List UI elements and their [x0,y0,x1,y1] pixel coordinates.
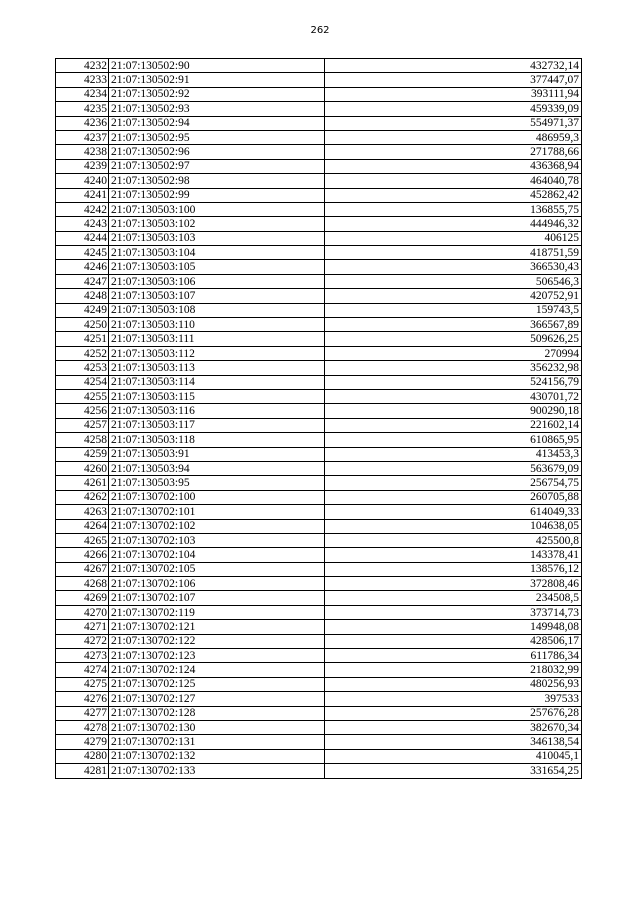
cadastral-value-cell: 366567,89 [325,318,582,332]
row-number-cell: 4249 [56,303,109,317]
cadastral-number-cell: 21:07:130503:102 [109,217,325,231]
cadastral-number-cell: 21:07:130503:94 [109,461,325,475]
cadastral-number-cell: 21:07:130503:100 [109,202,325,216]
cadastral-value-cell: 900290,18 [325,404,582,418]
table-row [56,246,582,260]
cadastral-number-cell: 21:07:130702:101 [109,505,325,519]
cadastral-number-cell: 21:07:130702:107 [109,591,325,605]
table-row [56,289,582,303]
table-row [56,303,582,317]
table-row [56,274,582,288]
cadastral-number-cell: 21:07:130503:108 [109,303,325,317]
cadastral-value-cell: 459339,09 [325,102,582,116]
row-number-cell: 4271 [56,620,109,634]
cadastral-number-cell: 21:07:130702:102 [109,519,325,533]
cadastral-value-cell: 104638,05 [325,519,582,533]
cadastral-number-cell: 21:07:130503:116 [109,404,325,418]
table-row [56,634,582,648]
cadastral-value-cell: 486959,3 [325,130,582,144]
table-row [56,87,582,101]
row-number-cell: 4245 [56,246,109,260]
row-number-cell: 4273 [56,649,109,663]
row-number-cell: 4278 [56,720,109,734]
table-row [56,749,582,763]
row-number-cell: 4244 [56,231,109,245]
row-number-cell: 4247 [56,274,109,288]
cadastral-value-cell: 393111,94 [325,87,582,101]
row-number-cell: 4269 [56,591,109,605]
table-row [56,677,582,691]
table-row [56,73,582,87]
cadastral-value-cell: 452862,42 [325,188,582,202]
row-number-cell: 4236 [56,116,109,130]
cadastral-number-cell: 21:07:130503:107 [109,289,325,303]
cadastral-number-cell: 21:07:130702:123 [109,649,325,663]
table-row [56,548,582,562]
cadastral-number-cell: 21:07:130702:100 [109,490,325,504]
cadastral-value-cell: 377447,07 [325,73,582,87]
cadastral-number-cell: 21:07:130702:130 [109,720,325,734]
table-row [56,663,582,677]
cadastral-number-cell: 21:07:130502:90 [109,59,325,73]
cadastral-value-cell: 413453,3 [325,447,582,461]
cadastral-number-cell: 21:07:130702:128 [109,706,325,720]
cadastral-value-cell: 149948,08 [325,620,582,634]
table-row [56,577,582,591]
row-number-cell: 4281 [56,764,109,778]
table-row [56,735,582,749]
table-row [56,605,582,619]
table-row [56,260,582,274]
cadastral-number-cell: 21:07:130503:105 [109,260,325,274]
row-number-cell: 4256 [56,404,109,418]
cadastral-number-cell: 21:07:130702:124 [109,663,325,677]
cadastral-value-cell: 425500,8 [325,533,582,547]
cadastral-value-cell: 218032,99 [325,663,582,677]
row-number-cell: 4255 [56,389,109,403]
table-row [56,332,582,346]
table-body [56,59,582,779]
row-number-cell: 4246 [56,260,109,274]
cadastral-value-cell: 382670,34 [325,720,582,734]
table-row [56,476,582,490]
cadastral-value-cell: 430701,72 [325,389,582,403]
cadastral-value-cell: 234508,5 [325,591,582,605]
cadastral-number-cell: 21:07:130702:106 [109,577,325,591]
cadastral-value-cell: 611786,34 [325,649,582,663]
cadastral-number-cell: 21:07:130503:115 [109,389,325,403]
cadastral-value-cell: 372808,46 [325,577,582,591]
cadastral-number-cell: 21:07:130702:127 [109,692,325,706]
table-row [56,375,582,389]
row-number-cell: 4254 [56,375,109,389]
cadastral-number-cell: 21:07:130502:91 [109,73,325,87]
row-number-cell: 4235 [56,102,109,116]
row-number-cell: 4241 [56,188,109,202]
row-number-cell: 4274 [56,663,109,677]
table-row [56,389,582,403]
cadastral-value-cell: 221602,14 [325,418,582,432]
cadastral-number-cell: 21:07:130502:97 [109,159,325,173]
row-number-cell: 4265 [56,533,109,547]
cadastral-number-cell: 21:07:130503:114 [109,375,325,389]
table-row [56,145,582,159]
row-number-cell: 4268 [56,577,109,591]
table-row [56,404,582,418]
cadastral-number-cell: 21:07:130502:98 [109,174,325,188]
cadastral-value-cell: 480256,93 [325,677,582,691]
row-number-cell: 4277 [56,706,109,720]
cadastral-value-cell: 506546,3 [325,274,582,288]
cadastral-number-cell: 21:07:130702:105 [109,562,325,576]
row-number-cell: 4267 [56,562,109,576]
table-row [56,346,582,360]
cadastral-value-cell: 256754,75 [325,476,582,490]
table-row [56,505,582,519]
table-row [56,116,582,130]
table-row [56,562,582,576]
row-number-cell: 4272 [56,634,109,648]
cadastral-table [55,58,582,779]
cadastral-value-cell: 432732,14 [325,59,582,73]
row-number-cell: 4237 [56,130,109,144]
table-row [56,59,582,73]
cadastral-value-cell: 356232,98 [325,361,582,375]
cadastral-number-cell: 21:07:130502:95 [109,130,325,144]
cadastral-number-cell: 21:07:130503:112 [109,346,325,360]
cadastral-value-cell: 260705,88 [325,490,582,504]
row-number-cell: 4259 [56,447,109,461]
cadastral-number-cell: 21:07:130702:121 [109,620,325,634]
row-number-cell: 4266 [56,548,109,562]
table-row [56,490,582,504]
row-number-cell: 4242 [56,202,109,216]
row-number-cell: 4251 [56,332,109,346]
table-row [56,159,582,173]
cadastral-number-cell: 21:07:130702:103 [109,533,325,547]
row-number-cell: 4275 [56,677,109,691]
page-number: 262 [310,25,330,36]
table-row [56,706,582,720]
cadastral-number-cell: 21:07:130503:110 [109,318,325,332]
row-number-cell: 4276 [56,692,109,706]
cadastral-value-cell: 614049,33 [325,505,582,519]
cadastral-value-cell: 554971,37 [325,116,582,130]
cadastral-number-cell: 21:07:130702:125 [109,677,325,691]
row-number-cell: 4239 [56,159,109,173]
cadastral-value-cell: 406125 [325,231,582,245]
cadastral-value-cell: 270994 [325,346,582,360]
table-row [56,433,582,447]
table-row [56,720,582,734]
row-number-cell: 4264 [56,519,109,533]
row-number-cell: 4258 [56,433,109,447]
cadastral-value-cell: 509626,25 [325,332,582,346]
cadastral-value-cell: 410045,1 [325,749,582,763]
cadastral-value-cell: 464040,78 [325,174,582,188]
table-row [56,174,582,188]
cadastral-value-cell: 610865,95 [325,433,582,447]
row-number-cell: 4257 [56,418,109,432]
row-number-cell: 4261 [56,476,109,490]
cadastral-value-cell: 366530,43 [325,260,582,274]
cadastral-number-cell: 21:07:130502:94 [109,116,325,130]
cadastral-number-cell: 21:07:130702:133 [109,764,325,778]
cadastral-value-cell: 143378,41 [325,548,582,562]
cadastral-value-cell: 373714,73 [325,605,582,619]
cadastral-value-cell: 418751,59 [325,246,582,260]
cadastral-value-cell: 271788,66 [325,145,582,159]
table-row [56,102,582,116]
row-number-cell: 4252 [56,346,109,360]
row-number-cell: 4248 [56,289,109,303]
cadastral-table-container [55,58,581,779]
cadastral-number-cell: 21:07:130503:111 [109,332,325,346]
table-row [56,649,582,663]
cadastral-value-cell: 136855,75 [325,202,582,216]
cadastral-value-cell: 331654,25 [325,764,582,778]
table-row [56,202,582,216]
cadastral-value-cell: 428506,17 [325,634,582,648]
cadastral-value-cell: 444946,32 [325,217,582,231]
cadastral-number-cell: 21:07:130503:106 [109,274,325,288]
row-number-cell: 4279 [56,735,109,749]
cadastral-number-cell: 21:07:130503:117 [109,418,325,432]
cadastral-value-cell: 420752,91 [325,289,582,303]
table-row [56,620,582,634]
table-row [56,188,582,202]
cadastral-number-cell: 21:07:130503:118 [109,433,325,447]
row-number-cell: 4263 [56,505,109,519]
row-number-cell: 4280 [56,749,109,763]
table-row [56,361,582,375]
cadastral-number-cell: 21:07:130503:113 [109,361,325,375]
row-number-cell: 4270 [56,605,109,619]
table-row [56,130,582,144]
row-number-cell: 4253 [56,361,109,375]
row-number-cell: 4260 [56,461,109,475]
cadastral-value-cell: 563679,09 [325,461,582,475]
cadastral-value-cell: 138576,12 [325,562,582,576]
table-row [56,692,582,706]
row-number-cell: 4250 [56,318,109,332]
cadastral-value-cell: 524156,79 [325,375,582,389]
row-number-cell: 4240 [56,174,109,188]
cadastral-number-cell: 21:07:130702:104 [109,548,325,562]
cadastral-value-cell: 257676,28 [325,706,582,720]
table-row [56,533,582,547]
row-number-cell: 4232 [56,59,109,73]
table-row [56,318,582,332]
cadastral-number-cell: 21:07:130502:99 [109,188,325,202]
table-row [56,447,582,461]
row-number-cell: 4233 [56,73,109,87]
cadastral-number-cell: 21:07:130702:131 [109,735,325,749]
cadastral-number-cell: 21:07:130503:95 [109,476,325,490]
cadastral-value-cell: 436368,94 [325,159,582,173]
row-number-cell: 4262 [56,490,109,504]
cadastral-number-cell: 21:07:130502:92 [109,87,325,101]
table-row [56,519,582,533]
cadastral-value-cell: 397533 [325,692,582,706]
row-number-cell: 4234 [56,87,109,101]
table-row [56,591,582,605]
cadastral-value-cell: 346138,54 [325,735,582,749]
table-row [56,418,582,432]
row-number-cell: 4238 [56,145,109,159]
cadastral-number-cell: 21:07:130502:96 [109,145,325,159]
cadastral-number-cell: 21:07:130702:122 [109,634,325,648]
cadastral-number-cell: 21:07:130503:103 [109,231,325,245]
cadastral-value-cell: 159743,5 [325,303,582,317]
row-number-cell: 4243 [56,217,109,231]
cadastral-number-cell: 21:07:130502:93 [109,102,325,116]
table-row [56,461,582,475]
cadastral-number-cell: 21:07:130503:91 [109,447,325,461]
cadastral-number-cell: 21:07:130702:132 [109,749,325,763]
table-row [56,231,582,245]
table-row [56,217,582,231]
table-row [56,764,582,778]
cadastral-number-cell: 21:07:130702:119 [109,605,325,619]
cadastral-number-cell: 21:07:130503:104 [109,246,325,260]
